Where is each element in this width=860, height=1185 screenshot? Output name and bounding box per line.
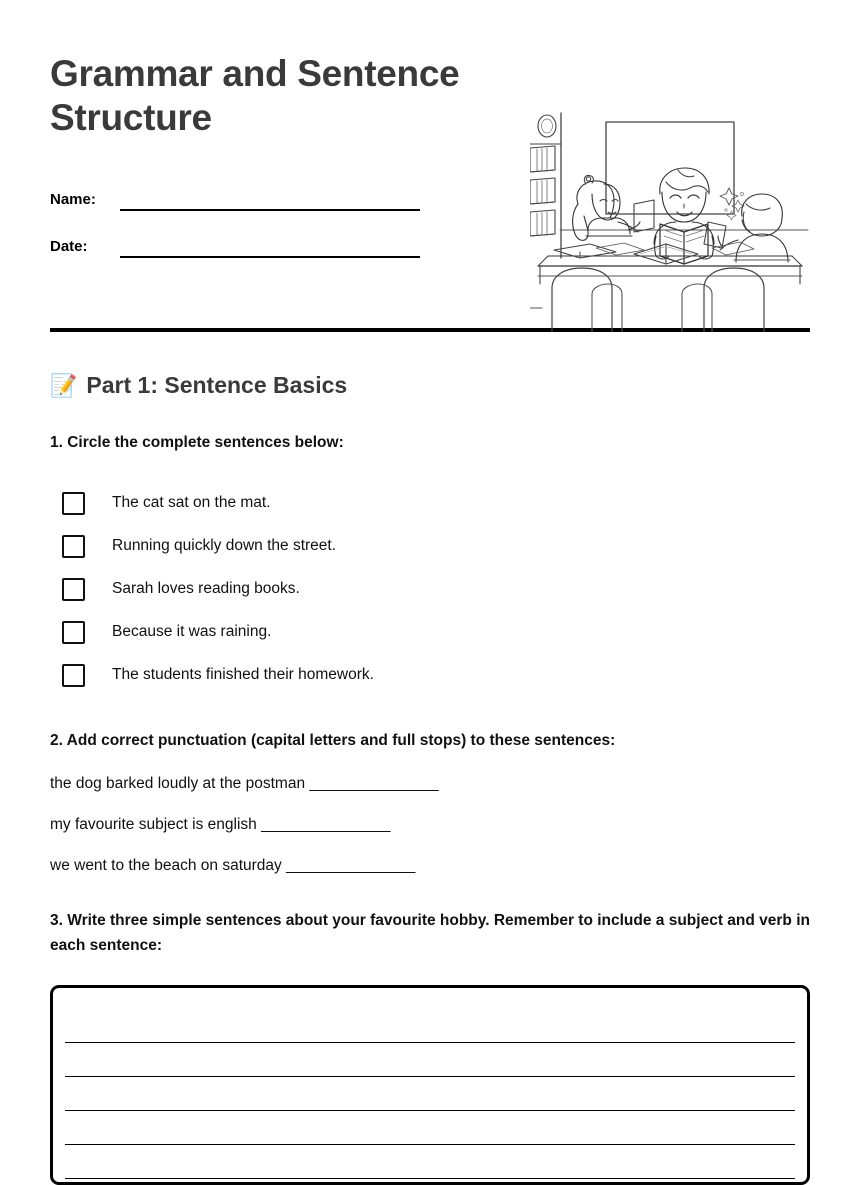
- writing-line[interactable]: [65, 1111, 795, 1145]
- question-3-prompt: 3. Write three simple sentences about your favourite hobby. Remember to include a subject and verb in each sentence:: [50, 911, 810, 955]
- page-title: Grammar and Sentence Structure: [50, 53, 460, 139]
- checkbox[interactable]: [62, 578, 85, 601]
- checkbox-label: Sarah loves reading books.: [112, 580, 300, 598]
- punctuation-sentence[interactable]: the dog barked loudly at the postman _______________: [50, 775, 439, 793]
- punctuation-sentence[interactable]: my favourite subject is english _______________: [50, 816, 391, 834]
- name-field-row: [50, 169, 520, 216]
- checkbox-label: The cat sat on the mat.: [112, 494, 271, 512]
- name-label: Name:: [50, 190, 96, 208]
- list-item[interactable]: [62, 611, 810, 654]
- checkbox[interactable]: [62, 621, 85, 644]
- student-info-fields: [50, 169, 520, 263]
- checkbox-label: The students finished their homework.: [112, 666, 374, 684]
- writing-line[interactable]: [65, 1077, 795, 1111]
- punctuation-sentence[interactable]: we went to the beach on saturday _______________: [50, 856, 416, 874]
- checkbox[interactable]: [62, 492, 85, 515]
- date-field-row: [50, 216, 520, 263]
- checkbox-label: Because it was raining.: [112, 623, 272, 641]
- writing-line[interactable]: [65, 1145, 795, 1179]
- checkbox[interactable]: [62, 535, 85, 558]
- question-1-checkbox-list: [50, 482, 810, 697]
- worksheet-header: [50, 50, 810, 328]
- date-label: Date:: [50, 237, 88, 255]
- date-input-line[interactable]: [120, 256, 420, 258]
- question-2-sentences: [50, 774, 810, 877]
- writing-line[interactable]: [65, 1009, 795, 1043]
- list-item[interactable]: [62, 525, 810, 568]
- question-3-answer-box[interactable]: [50, 985, 810, 1185]
- checkbox[interactable]: [62, 664, 85, 687]
- question-2-prompt: 2. Add correct punctuation (capital letters and full stops) to these sentences:: [50, 731, 616, 749]
- section-title: Part 1: Sentence Basics: [86, 372, 348, 398]
- writing-line[interactable]: [65, 1043, 795, 1077]
- children-reading-classroom-illustration: [530, 108, 810, 332]
- list-item[interactable]: [62, 482, 810, 525]
- list-item[interactable]: [62, 654, 810, 697]
- name-input-line[interactable]: [120, 209, 420, 211]
- section-header: [50, 372, 810, 399]
- checkbox-label: Running quickly down the street.: [112, 537, 337, 555]
- memo-icon: 📝: [50, 372, 78, 398]
- list-item[interactable]: [62, 568, 810, 611]
- question-1-prompt: 1. Circle the complete sentences below:: [50, 434, 344, 451]
